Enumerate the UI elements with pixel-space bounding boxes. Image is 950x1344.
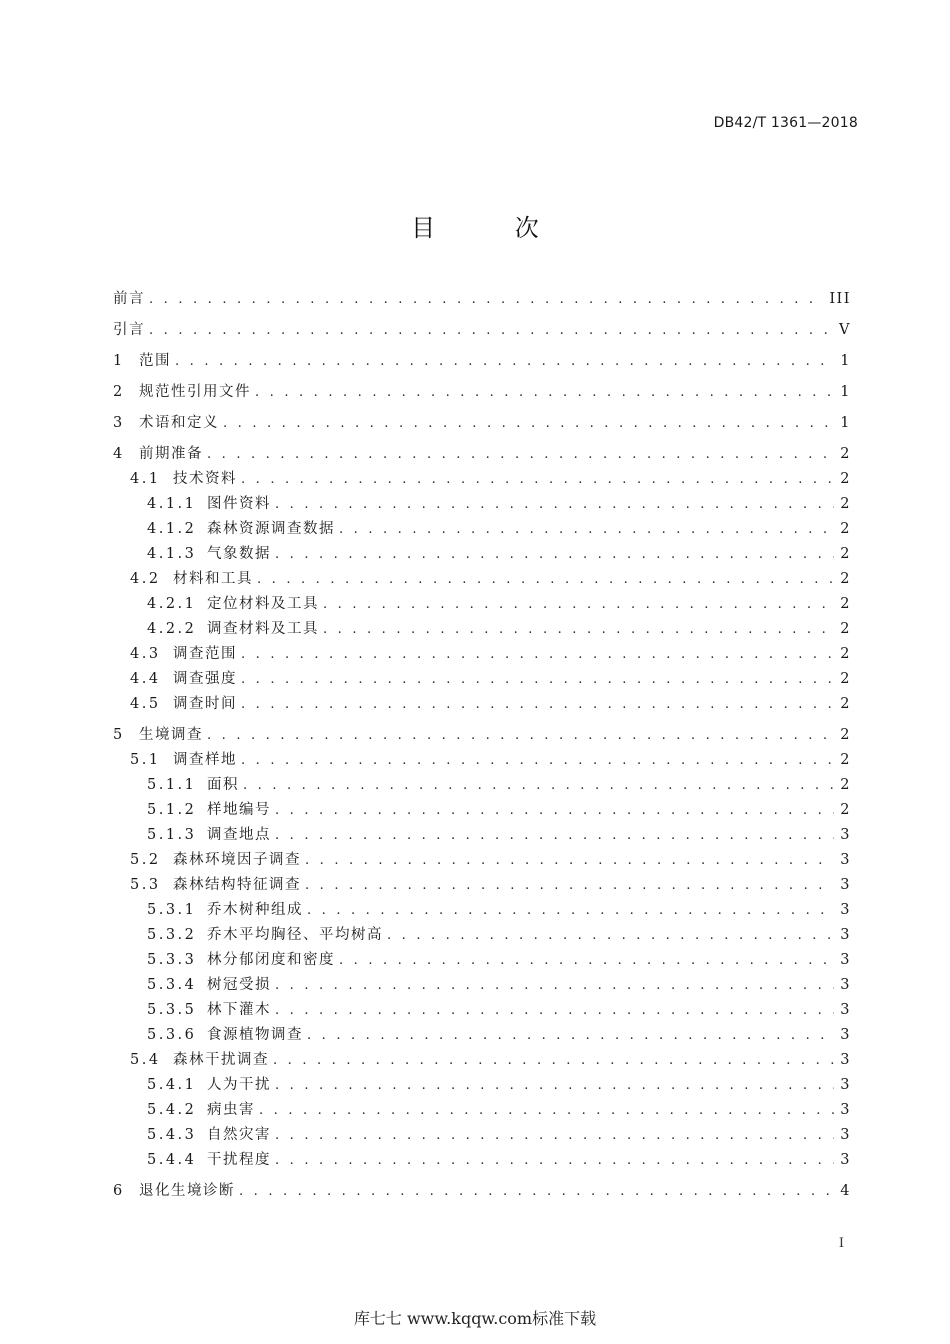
toc-dot-leader (305, 848, 834, 873)
toc-entry-label: 规范性引用文件 (139, 384, 251, 400)
toc-entry-number: 5.3.1 (147, 902, 197, 918)
toc-entry-label: 前言 (113, 291, 145, 307)
toc-entry-number: 4.4 (130, 671, 161, 687)
toc-entry[interactable] (113, 667, 851, 692)
toc-entry[interactable] (113, 823, 851, 848)
toc-entry-label: 面积 (207, 777, 239, 793)
toc-entry-number: 5.1.2 (147, 802, 197, 818)
toc-entry-number: 5 (113, 727, 125, 743)
toc-entry-page: 2 (840, 727, 851, 743)
toc-entry-page: 3 (840, 1052, 851, 1068)
toc-entry[interactable] (113, 380, 851, 405)
toc-dot-leader (207, 442, 834, 467)
toc-dot-leader (275, 798, 834, 823)
toc-dot-leader (387, 923, 834, 948)
toc-entry-number: 5.3.2 (147, 927, 197, 943)
toc-entry-page: 2 (840, 521, 851, 537)
toc-entry-label: 乔木树种组成 (207, 902, 303, 918)
toc-entry-page: 2 (840, 571, 851, 587)
toc-entry-page: 3 (840, 902, 851, 918)
toc-entry-page: 1 (840, 384, 851, 400)
toc-entry-label: 调查范围 (173, 646, 237, 662)
toc-entry-label: 乔木平均胸径、平均树高 (207, 927, 383, 943)
toc-dot-leader (275, 1073, 834, 1098)
toc-entry-page: 3 (840, 1102, 851, 1118)
toc-entry-page: 3 (840, 877, 851, 893)
toc-entry[interactable] (113, 542, 851, 567)
toc-entry-number: 5.4.4 (147, 1152, 197, 1168)
toc-entry-label: 图件资料 (207, 496, 271, 512)
toc-entry-label: 人为干扰 (207, 1077, 271, 1093)
toc-entry-label: 定位材料及工具 (207, 596, 319, 612)
toc-entry-page: 2 (840, 671, 851, 687)
toc-entry-label: 退化生境诊断 (139, 1183, 235, 1199)
toc-entry-page: 3 (840, 927, 851, 943)
toc-entry-page: 2 (840, 471, 851, 487)
table-of-contents (113, 287, 851, 1204)
toc-entry-label: 前期准备 (139, 446, 203, 462)
toc-entry-number: 4.2 (130, 571, 161, 587)
toc-entry-number: 6 (113, 1183, 125, 1199)
toc-entry-label: 气象数据 (207, 546, 271, 562)
toc-entry-label: 森林结构特征调查 (173, 877, 301, 893)
toc-entry-number: 5.3.6 (147, 1027, 197, 1043)
toc-entry-page: 3 (840, 977, 851, 993)
toc-entry[interactable] (113, 923, 851, 948)
toc-dot-leader (149, 287, 823, 312)
toc-dot-leader (241, 692, 834, 717)
toc-entry[interactable] (113, 442, 851, 467)
toc-entry-label: 调查时间 (173, 696, 237, 712)
toc-entry-page: 3 (840, 1077, 851, 1093)
toc-entry-number: 4.3 (130, 646, 161, 662)
toc-entry[interactable] (113, 617, 851, 642)
toc-entry-number: 4.1 (130, 471, 161, 487)
toc-dot-leader (275, 492, 834, 517)
toc-dot-leader (339, 948, 834, 973)
toc-entry[interactable] (113, 723, 851, 748)
toc-entry[interactable] (113, 948, 851, 973)
toc-entry[interactable] (113, 592, 851, 617)
toc-entry-label: 生境调查 (139, 727, 203, 743)
toc-entry-page: 2 (840, 752, 851, 768)
toc-dot-leader (307, 898, 834, 923)
toc-entry[interactable] (113, 1148, 851, 1173)
toc-entry-label: 调查强度 (173, 671, 237, 687)
page-title: 目 次 (411, 214, 575, 242)
toc-entry-label: 树冠受损 (207, 977, 271, 993)
toc-entry-number: 5.1.3 (147, 827, 197, 843)
toc-entry[interactable] (113, 692, 851, 717)
toc-entry-number: 4 (113, 446, 125, 462)
toc-entry-number: 5.2 (130, 852, 161, 868)
toc-entry-label: 引言 (113, 322, 145, 338)
toc-entry-page: 2 (840, 621, 851, 637)
toc-entry-number: 2 (113, 384, 125, 400)
toc-entry-page: 3 (840, 1027, 851, 1043)
toc-entry-page: III (829, 291, 851, 307)
footer-watermark: 库七七 www.kqqw.com标准下载 (353, 1309, 597, 1328)
toc-dot-leader (243, 773, 834, 798)
toc-entry-number: 3 (113, 415, 125, 431)
toc-entry[interactable] (113, 1023, 851, 1048)
toc-entry-label: 技术资料 (173, 471, 237, 487)
toc-entry-page: 2 (840, 802, 851, 818)
toc-dot-leader (241, 467, 834, 492)
toc-dot-leader (275, 823, 834, 848)
toc-entry-label: 干扰程度 (207, 1152, 271, 1168)
toc-entry-number: 5.3 (130, 877, 161, 893)
toc-dot-leader (275, 542, 834, 567)
toc-entry[interactable] (113, 773, 851, 798)
toc-entry-label: 调查地点 (207, 827, 271, 843)
toc-entry[interactable] (113, 492, 851, 517)
toc-entry-page: 3 (840, 1002, 851, 1018)
toc-entry-page: 4 (840, 1183, 851, 1199)
toc-dot-leader (241, 667, 834, 692)
toc-entry[interactable] (113, 848, 851, 873)
document-code: DB42/T 1361—2018 (713, 115, 858, 131)
toc-entry[interactable] (113, 898, 851, 923)
toc-entry-number: 4.5 (130, 696, 161, 712)
toc-dot-leader (255, 380, 834, 405)
toc-dot-leader (175, 349, 834, 374)
toc-entry[interactable] (113, 411, 851, 436)
toc-entry-number: 4.2.1 (147, 596, 197, 612)
toc-entry-label: 调查材料及工具 (207, 621, 319, 637)
toc-entry-label: 林下灌木 (207, 1002, 271, 1018)
toc-entry-number: 5.4.2 (147, 1102, 197, 1118)
toc-dot-leader (149, 318, 833, 343)
toc-entry-number: 5.1 (130, 752, 161, 768)
toc-entry-number: 5.3.5 (147, 1002, 197, 1018)
toc-entry[interactable] (113, 1073, 851, 1098)
toc-entry[interactable] (113, 318, 851, 343)
toc-entry[interactable] (113, 287, 851, 312)
toc-dot-leader (275, 973, 834, 998)
toc-entry[interactable] (113, 873, 851, 898)
toc-dot-leader (275, 1123, 834, 1148)
toc-entry-page: 1 (840, 415, 851, 431)
toc-dot-leader (223, 411, 834, 436)
toc-entry[interactable] (113, 1048, 851, 1073)
toc-entry-label: 病虫害 (207, 1102, 255, 1118)
toc-entry-label: 林分郁闭度和密度 (207, 952, 335, 968)
toc-entry[interactable] (113, 1179, 851, 1204)
toc-entry-number: 4.1.3 (147, 546, 197, 562)
toc-entry-label: 术语和定义 (139, 415, 219, 431)
toc-dot-leader (259, 1098, 834, 1123)
toc-entry[interactable] (113, 467, 851, 492)
toc-entry-label: 范围 (139, 353, 171, 369)
toc-dot-leader (307, 1023, 834, 1048)
toc-dot-leader (305, 873, 834, 898)
toc-entry[interactable] (113, 973, 851, 998)
toc-entry[interactable] (113, 642, 851, 667)
toc-entry[interactable] (113, 349, 851, 374)
toc-dot-leader (323, 592, 834, 617)
toc-dot-leader (207, 723, 834, 748)
toc-entry-number: 5.1.1 (147, 777, 197, 793)
page-number: I (838, 1236, 844, 1251)
toc-dot-leader (275, 998, 834, 1023)
toc-entry[interactable] (113, 1098, 851, 1123)
toc-dot-leader (273, 1048, 834, 1073)
toc-entry-number: 5.3.3 (147, 952, 197, 968)
toc-entry-page: 2 (840, 646, 851, 662)
toc-dot-leader (239, 1179, 834, 1204)
toc-entry-page: 2 (840, 777, 851, 793)
toc-entry-label: 食源植物调查 (207, 1027, 303, 1043)
toc-entry-label: 调查样地 (173, 752, 237, 768)
toc-entry-number: 4.1.1 (147, 496, 197, 512)
toc-entry-page: V (839, 322, 851, 338)
toc-entry-page: 2 (840, 596, 851, 612)
toc-entry-number: 1 (113, 353, 125, 369)
toc-entry[interactable] (113, 1123, 851, 1148)
toc-dot-leader (339, 517, 834, 542)
toc-entry-page: 3 (840, 952, 851, 968)
toc-entry-page: 2 (840, 546, 851, 562)
toc-dot-leader (241, 748, 834, 773)
toc-entry[interactable] (113, 798, 851, 823)
toc-entry-label: 样地编号 (207, 802, 271, 818)
toc-entry[interactable] (113, 998, 851, 1023)
toc-entry-page: 2 (840, 696, 851, 712)
toc-dot-leader (323, 617, 834, 642)
toc-entry[interactable] (113, 567, 851, 592)
toc-entry-page: 1 (840, 353, 851, 369)
toc-entry-page: 3 (840, 1152, 851, 1168)
toc-entry-number: 4.1.2 (147, 521, 197, 537)
toc-entry-page: 3 (840, 852, 851, 868)
toc-entry-number: 4.2.2 (147, 621, 197, 637)
toc-entry-number: 5.4 (130, 1052, 161, 1068)
toc-entry-label: 森林资源调查数据 (207, 521, 335, 537)
toc-entry[interactable] (113, 517, 851, 542)
toc-entry-label: 森林环境因子调查 (173, 852, 301, 868)
toc-dot-leader (241, 642, 834, 667)
toc-entry-page: 2 (840, 446, 851, 462)
toc-dot-leader (257, 567, 834, 592)
toc-entry-number: 5.3.4 (147, 977, 197, 993)
toc-dot-leader (275, 1148, 834, 1173)
toc-entry-label: 森林干扰调查 (173, 1052, 269, 1068)
toc-entry-label: 自然灾害 (207, 1127, 271, 1143)
toc-entry-label: 材料和工具 (173, 571, 253, 587)
toc-entry-number: 5.4.1 (147, 1077, 197, 1093)
toc-entry-number: 5.4.3 (147, 1127, 197, 1143)
toc-entry-page: 2 (840, 496, 851, 512)
toc-entry-page: 3 (840, 827, 851, 843)
toc-entry-page: 3 (840, 1127, 851, 1143)
toc-entry[interactable] (113, 748, 851, 773)
